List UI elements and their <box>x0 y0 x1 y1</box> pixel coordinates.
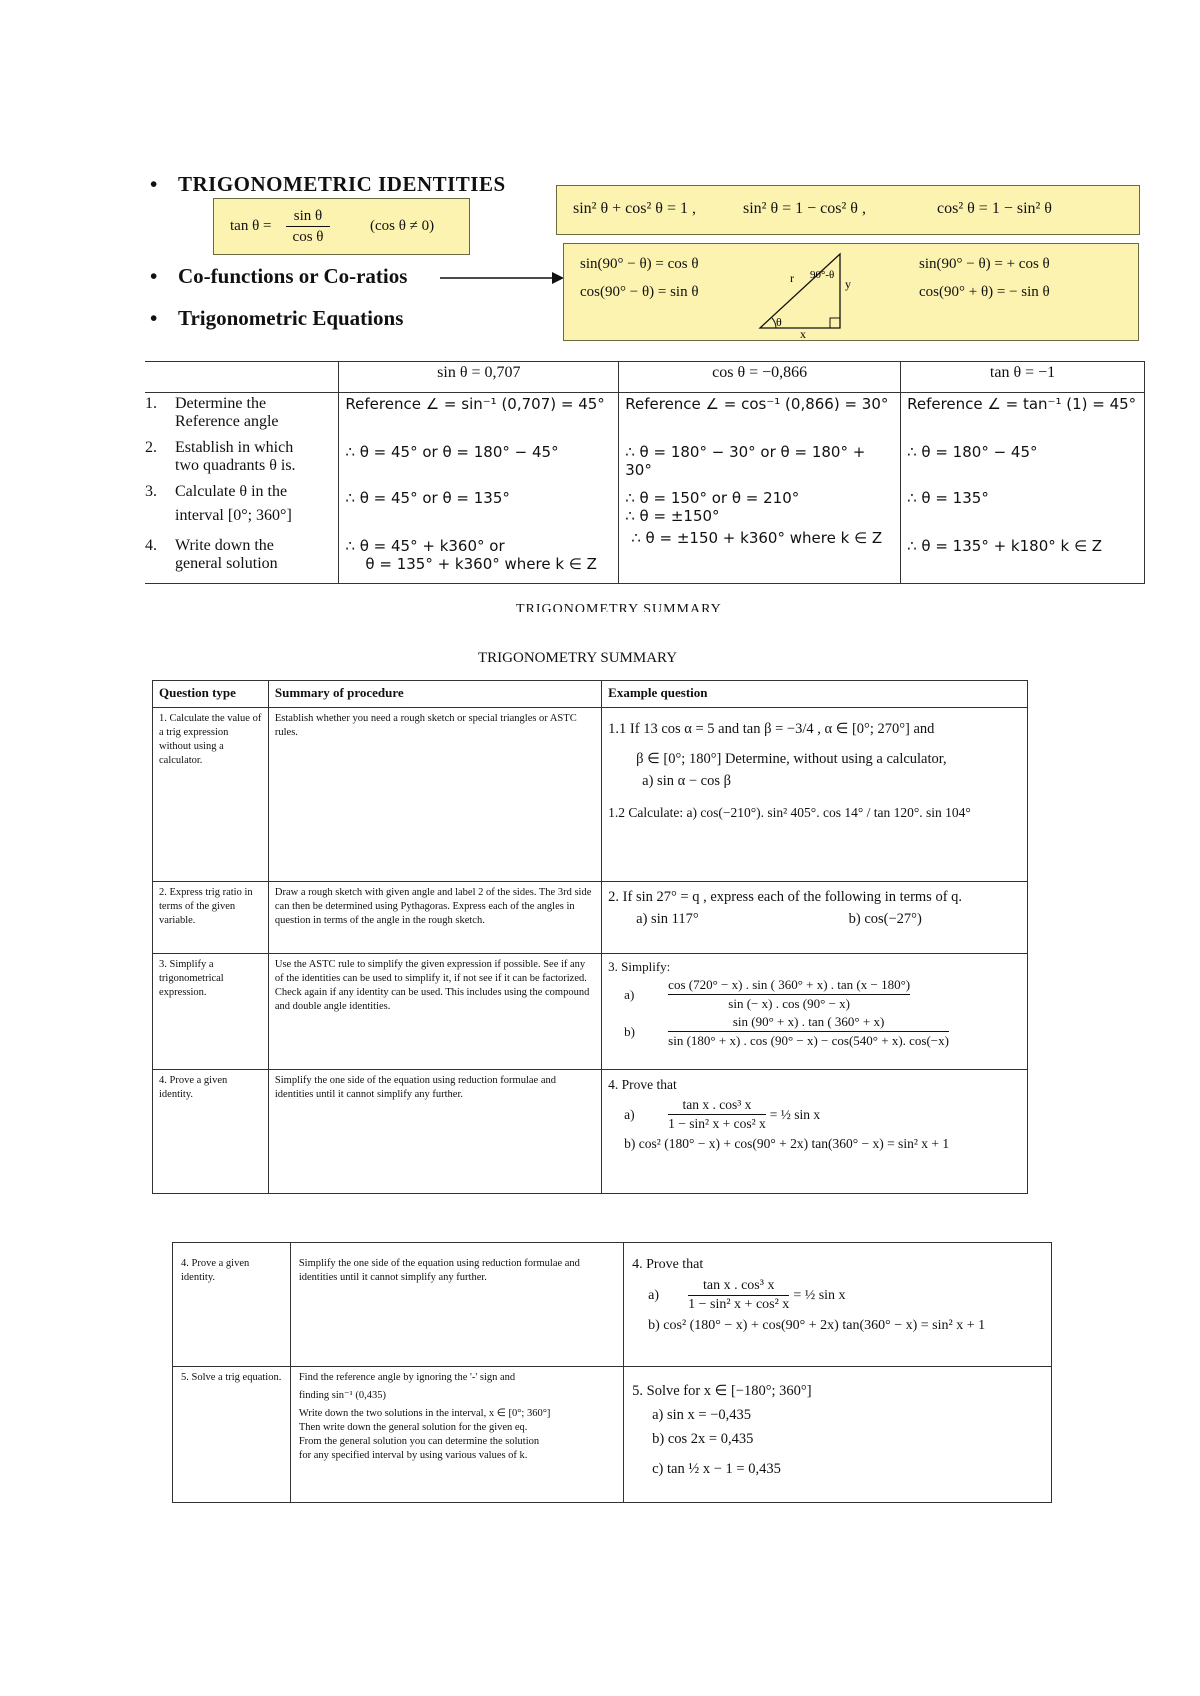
pythag-2: sin² θ = 1 − cos² θ , <box>743 200 866 217</box>
heading-cofunctions: Co-functions or Co-ratios <box>178 264 408 288</box>
row2-type: 2. Express trig ratio in terms of the given variable. <box>153 882 269 954</box>
pythag-3: cos² θ = 1 − sin² θ <box>937 200 1052 217</box>
tan-general: ∴ θ = 135° + k180° k ∈ Z <box>907 537 1103 555</box>
tan-ref: Reference ∠ = tan⁻¹ (1) = 45° <box>907 395 1137 413</box>
cos-ref: Reference ∠ = cos⁻¹ (0,866) = 30° <box>625 395 889 413</box>
summary-table <box>152 680 1028 1194</box>
table-row <box>173 1243 1052 1367</box>
bullet-cofunctions: • Co-functions or Co-ratios <box>150 264 408 288</box>
tan-quadrants: ∴ θ = 180° − 45° <box>907 443 1038 461</box>
sin-general-2: θ = 135° + k360° where k ∈ Z <box>365 555 597 573</box>
cos-pm: ∴ θ = ±150° <box>625 507 720 525</box>
tan-num: sin θ <box>286 206 330 227</box>
step-4: 4. Write down the general solution <box>145 537 278 572</box>
header-tan: tan θ = −1 <box>901 362 1145 393</box>
triangle-r: r <box>790 271 794 285</box>
triangle-theta: θ <box>776 315 782 329</box>
summary-table-continued <box>172 1242 1052 1503</box>
cofunc-left-1: sin(90° − θ) = cos θ <box>580 256 699 272</box>
cofunc-right-1: sin(90° − θ) = + cos θ <box>919 256 1050 272</box>
tan-interval: ∴ θ = 135° <box>907 489 989 507</box>
pythagorean-identity-box <box>556 185 1140 235</box>
tan-column <box>901 393 1145 584</box>
bullet-identities: • TRIGONOMETRIC IDENTITIES <box>150 172 506 196</box>
summary-title: TRIGONOMETRY SUMMARY <box>478 650 678 666</box>
row3-example: 3. Simplify: a) $\frac{\cos (720^\circ - x) . \sin ( 360^\circ + x) . \tan (x - 180^\circ)}{\sin (- x) . \cos (90^\circ - x)}$ b) $\frac{\sin (90^\circ + x) . \tan ( 360^\circ + x)}{\sin (180^\circ + x) . \cos (90^\circ - x) - \cos(540^\circ + x). \cos(-x)}$ <box>602 954 1028 1070</box>
table-row <box>153 1070 1028 1194</box>
sin-quadrants: ∴ θ = 45° or θ = 180° − 45° <box>345 443 559 461</box>
header-cos: cos θ = −0,866 <box>619 362 901 393</box>
tan-lhs: tan θ = <box>230 218 272 234</box>
row3-type: 3. Simplify a trigonometrical expression. <box>153 954 269 1070</box>
row4b-type: 4. Prove a given identity. <box>173 1243 291 1367</box>
tan-condition: (cos θ ≠ 0) <box>370 218 435 234</box>
table-row <box>153 882 1028 954</box>
row1-type: 1. Calculate the value of a trig expression without using a calculator. <box>153 708 269 882</box>
row5-example: 5. Solve for x ∈ [−180°; 360°] a) sin x = −0,435 b) cos 2x = 0,435 c) tan ½ x − 1 = 0,435 <box>624 1367 1052 1503</box>
table-row <box>173 1367 1052 1503</box>
step-2: 2. Establish in which two quadrants θ is. <box>145 439 296 474</box>
row4-procedure: Simplify the one side of the equation using reduction formulae and identities until it cannot simplify any further. <box>268 1070 601 1194</box>
row4b-procedure: Simplify the one side of the equation using reduction formulae and identities until it cannot simplify any further. <box>290 1243 623 1367</box>
row1-example: 1.1 If 13 cos α = 5 and tan β = −3/4 , α ∈ [0°; 270°] and β ∈ [0°; 180°] Determine, without using a calculator, a) sin α − cos β 1.2 Calculate: a) cos(−210°). sin² 405°. cos 14° / tan 120°. sin 104° <box>602 708 1028 882</box>
cofunc-right-2: cos(90° + θ) = − sin θ <box>919 284 1050 300</box>
tan-identity-box <box>213 198 470 255</box>
col-question-type: Question type <box>153 681 269 708</box>
cos-general: ∴ θ = ±150 + k360° where k ∈ Z <box>631 529 883 547</box>
pythag-1: sin² θ + cos² θ = 1 , <box>573 200 696 217</box>
header-sin: sin θ = 0,707 <box>339 362 619 393</box>
triangle-x: x <box>800 327 806 338</box>
row2-example: 2. If sin 27° = q , express each of the following in terms of q. a) sin 117° b) cos(−27°) <box>602 882 1028 954</box>
row3-procedure: Use the ASTC rule to simplify the given expression if possible. See if any of the identities can be used to simplify it, if not see if it can be factorized. Check again if any identity can be used. This includes using the compound and double angle identities. <box>268 954 601 1070</box>
cofunction-box <box>563 243 1139 341</box>
triangle-top: 90°-θ <box>810 269 835 281</box>
row5-procedure: Find the reference angle by ignoring the '-' sign and finding sin⁻¹ (0,435) Write down the two solutions in the interval, x ∈ [0°; 360°] Then write down the general solution for the given eq. From the general solution you can determine the solution for any specified interval by using various values of k. <box>290 1367 623 1503</box>
step-3: 3. Calculate θ in the interval [0°; 360°] <box>145 483 292 524</box>
heading-identities: TRIGONOMETRIC IDENTITIES <box>178 172 506 196</box>
cos-quadrants: ∴ θ = 180° − 30° or θ = 180° + 30° <box>625 443 866 479</box>
sin-ref: Reference ∠ = sin⁻¹ (0,707) = 45° <box>345 395 605 413</box>
sin-column <box>339 393 619 584</box>
row1-procedure: Establish whether you need a rough sketch or special triangles or ASTC rules. <box>268 708 601 882</box>
cofunc-left-2: cos(90° − θ) = sin θ <box>580 284 699 300</box>
col-procedure: Summary of procedure <box>268 681 601 708</box>
table-row <box>153 708 1028 882</box>
tan-den: cos θ <box>292 229 324 245</box>
heading-equations: Trigonometric Equations <box>178 306 404 330</box>
row4-example: 4. Prove that a) $\frac{\text{tan x . cos³ x}}{\text{1 − sin² x + cos² x}}$ = ½ sin x b) cos² (180° − x) + cos(90° + 2x) tan(360° − x) = sin² x + 1 <box>602 1070 1028 1194</box>
row5-type: 5. Solve a trig equation. <box>173 1367 291 1503</box>
triangle-diagram <box>730 246 880 338</box>
cut-title: TRIGONOMETRY SUMMARY <box>516 604 722 612</box>
step-1: 1. Determine the Reference angle <box>145 395 279 430</box>
row2-procedure: Draw a rough sketch with given angle and label 2 of the sides. The 3rd side can then be determined using Pythagoras. Express each of the angles in question in terms of the angle in the rough sketch. <box>268 882 601 954</box>
cos-interval: ∴ θ = 150° or θ = 210° <box>625 489 800 507</box>
triangle-y: y <box>845 277 851 291</box>
row4b-example: 4. Prove that a) $\frac{\text{tan x . cos³ x}}{\text{1 − sin² x + cos² x}}$ = ½ sin x b) cos² (180° − x) + cos(90° + 2x) tan(360° − x) = sin² x + 1 <box>624 1243 1052 1367</box>
cos-column <box>619 393 901 584</box>
trig-equations-table <box>145 361 1145 584</box>
row4-type: 4. Prove a given identity. <box>153 1070 269 1194</box>
bullet-equations: • Trigonometric Equations <box>150 306 404 330</box>
table-row <box>153 954 1028 1070</box>
sin-general-1: ∴ θ = 45° + k360° or <box>345 537 505 555</box>
sin-interval: ∴ θ = 45° or θ = 135° <box>345 489 510 507</box>
arrow-icon <box>440 268 564 288</box>
col-example: Example question <box>602 681 1028 708</box>
